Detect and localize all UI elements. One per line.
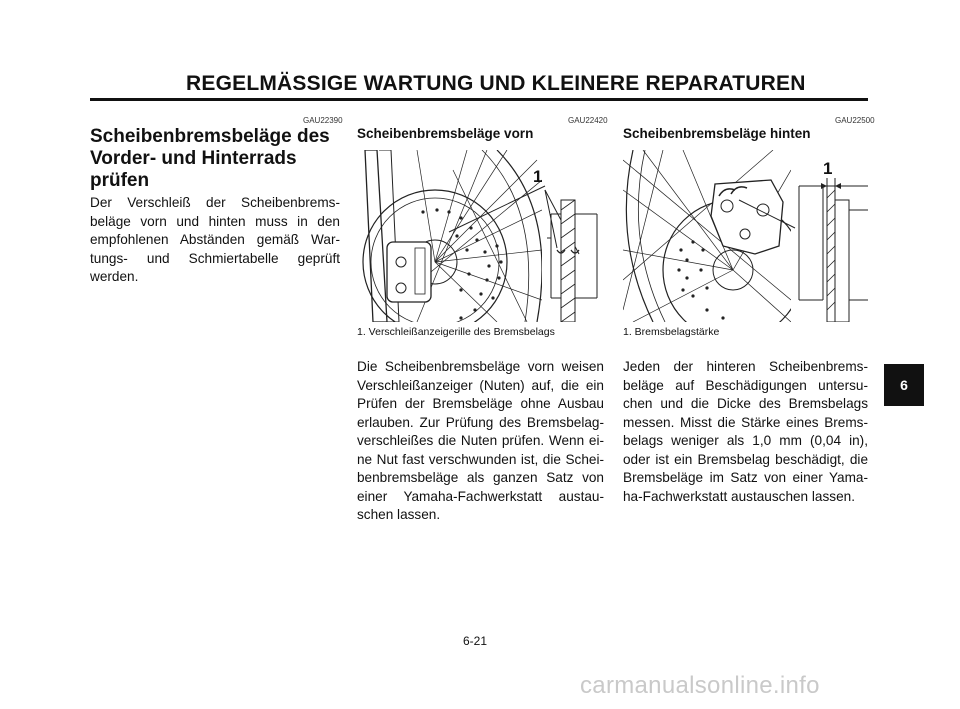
- rear-section-heading: Scheibenbremsbeläge hinten: [623, 126, 811, 141]
- front-section-heading: Scheibenbremsbeläge vorn: [357, 126, 534, 141]
- front-figure-caption: 1. Verschleißanzeigerille des Bremsbelags: [357, 326, 555, 338]
- rear-section-body: Jeden der hinteren Scheibenbrems-beläge auf Beschädigungen untersu-chen und die Dicke des Bremsbelags messen. Misst die Stärke eines Brems-belags weniger als 1,0 mm (0,04 in), oder ist ein Bremsbelag beschädigt, die Bremsbeläge im Satz von einer Yama-ha-Fachwerkstatt austauschen lassen.: [623, 359, 868, 504]
- front-brake-illustration: [357, 150, 605, 322]
- left-section-code: GAU22390: [303, 116, 343, 125]
- header-rule: [90, 98, 868, 101]
- watermark: carmanualsonline.info: [580, 672, 820, 699]
- rear-figure-caption: 1. Bremsbelagstärke: [623, 326, 720, 338]
- page-number: 6-21: [463, 634, 488, 648]
- left-section-body: Der Verschleiß der Scheibenbrems-beläge vorn und hinten muss in den empfohlenen Abständen gemäß War-tungs- und Schmiertabelle geprüft werden.: [90, 195, 340, 284]
- rear-section-code: GAU22500: [835, 116, 875, 125]
- rear-brake-illustration: [623, 150, 868, 322]
- front-brake-figure: [357, 150, 605, 322]
- front-section-code: GAU22420: [568, 116, 608, 125]
- rear-callout-label: 1: [823, 159, 833, 178]
- rear-brake-figure: [623, 150, 868, 322]
- page-header-title: REGELMÄSSIGE WARTUNG UND KLEINERE REPARATUREN: [186, 72, 806, 95]
- left-section-heading: Scheibenbremsbeläge des Vorder- und Hinterrads prüfen: [90, 126, 330, 191]
- front-callout-label: 1: [533, 167, 543, 186]
- front-section-body: Die Scheibenbremsbeläge vorn weisen Verschleißanzeiger (Nuten) auf, die ein Prüfen der Bremsbeläge ohne Ausbau erlauben. Zur Prüfung des Bremsbelag-verschleißes die Nuten prüfen. Wenn ei-ne Nut fast verschwunden ist, die Schei-benbremsbeläge als ganzen Satz von einer Yamaha-Fachwerkstatt austau-schen lassen.: [357, 359, 604, 522]
- chapter-tab: 6: [884, 364, 924, 406]
